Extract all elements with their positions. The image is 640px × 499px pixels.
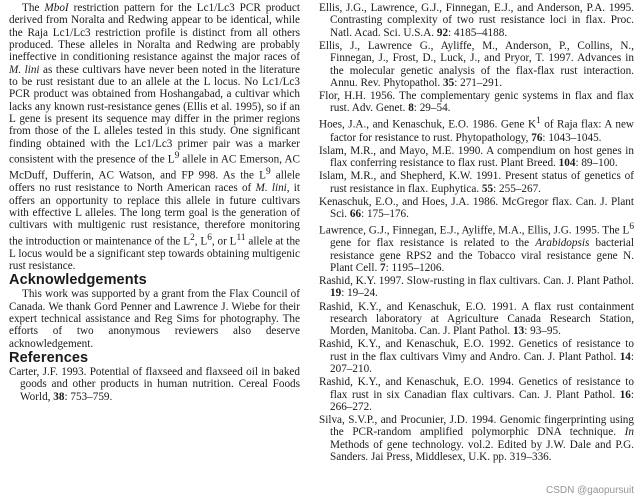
reference-entry	[319, 145, 634, 170]
text-run: , L	[194, 235, 208, 248]
volume-number: 16	[619, 388, 631, 401]
species-name: M. lini	[255, 182, 287, 195]
text-run: Islam, M.R., and Mayo, M.E. 1990. A compendium on host genes in flax conferring resistance to flax rust. Plant Breed.	[319, 144, 634, 170]
text-run: Ellis, J., Lawrence G., Ayliffe, M., Anderson, P., Collins, N., Finnegan, J., Frost, D., Luck, J., and Pryor, T. 1997. Advances in the molecular genetic analysis of the flax-flax rust interaction. Annu. Rev. Phytopathol.	[319, 39, 634, 89]
volume-number: 92	[436, 26, 449, 39]
genus-name: Arabidopsis	[535, 237, 590, 250]
reference-entry	[319, 338, 634, 375]
text-run: allele at the L locus would be a significant step towards obtaining multigenic rust resistance.	[9, 235, 300, 273]
text-run: Ellis, J.G., Lawrence, G.J., Finnegan, E.J., and Anderson, P.A. 1995. Contrasting complexity of two rust resistance loci in flax. Proc. Natl. Acad. Sci. U.S.A.	[319, 2, 634, 39]
text-run: Silva, S.V.P., and Procunier, J.D. 1994. Genomic fingerprinting using the PCR-random amplified polymorphic DNA technique.	[319, 414, 634, 439]
discussion-section	[9, 2, 300, 272]
reference-entry	[319, 196, 634, 221]
text-run: Hoes, J.A., and Kenaschuk, E.O. 1986. Gene K	[319, 119, 537, 132]
text-run: as these cultivars have never been noted in the literature to be rust resistant due to an allele at the L locus. No Lc1/Lc3 PCR product was obtained from Hoshangabad, a cultivar which lacks any known rust-resistance genes (Ellis et al. 1995), so if an L gene is present its sequence may differ in the primer regions from those of the L alleles tested in this study. One significant finding obtained with the Lc1/Lc3 primer pair was a marker consistent with the presence of the L	[9, 63, 300, 166]
volume-number: 14	[619, 350, 631, 363]
volume-number: 13	[513, 325, 525, 338]
text-run: bacterial resistance gene RPS2 and the Tobacco viral resistance gene N. Plant Cell.	[330, 237, 634, 274]
reference-entry	[319, 115, 634, 143]
volume-number: 66	[349, 208, 362, 221]
text-run: : 1043–1045.	[542, 131, 602, 144]
reference-entry	[319, 170, 634, 195]
acknowledgements-paragraph: This work was supported by a grant from the Flax Council of Canada. We thank Gord Penner and Lawrence J. Wiebe for their expert technical assistance and Reg Sims for photography. The efforts of two anonymous reviewers also deserve acknowledgement.	[9, 288, 300, 350]
allele-superscript: 6	[207, 232, 212, 243]
allele-superscript: 11	[236, 232, 246, 243]
text-run: : 19–24.	[341, 287, 378, 300]
text-run: allele in AC Emerson, AC McDuff, Dufferin, AC Watson, and FP 998. As the L	[9, 153, 300, 182]
allele-superscript: 2	[190, 232, 195, 243]
text-run: Rashid, K.Y., and Kenaschuk, E.O. 1991. A flax rust containment research laboratory at Agriculture Canada Research Station, Morden, Manitoba. Can. J. Plant Pathol.	[319, 300, 634, 338]
text-run: The	[22, 2, 45, 14]
volume-number: 76	[531, 131, 543, 144]
reference-entry	[319, 275, 634, 300]
text-run: : 266–272.	[330, 388, 634, 413]
reference-entry	[319, 301, 634, 338]
gene-superscript: 6	[629, 222, 634, 233]
enzyme-name: MboI	[44, 2, 69, 14]
text-run: : 255–267.	[493, 182, 541, 195]
allele-superscript: 9	[265, 167, 271, 178]
right-column	[319, 2, 634, 464]
text-run: Rashid, K.Y., and Kenaschuk, E.O. 1992. Genetics of resistance to rust in the flax cultivars Vimy and Andro. Can. J. Plant Pathol.	[319, 338, 634, 363]
watermark: CSDN @gaopursuit	[546, 485, 634, 496]
reference-entry	[319, 414, 634, 463]
volume-number: 55	[481, 182, 494, 195]
text-run: : 29–54.	[413, 102, 451, 115]
volume-number: 8	[408, 102, 414, 115]
text-run: : 271–291.	[454, 76, 503, 89]
reference-entry	[9, 366, 300, 403]
in-marker: In	[624, 426, 634, 439]
reference-entry	[319, 221, 634, 274]
text-run: Lawrence, G.J., Finnegan, E.J., Ayliffe, M.A., Ellis, J.G. 1995. The L	[319, 224, 630, 237]
text-run: allele offers no rust resistance to North American races of	[9, 169, 300, 195]
text-run: : 175–176.	[361, 208, 409, 221]
acknowledgements-heading: Acknowledgements	[9, 272, 147, 289]
text-run: , or L	[211, 235, 237, 248]
text-run: Islam, M.R., and Shepherd, K.W. 1991. Present status of genetics of rust resistance in flax. Euphytica.	[319, 170, 634, 195]
text-run: : 4185–4188.	[448, 26, 508, 39]
reference-entry	[319, 2, 634, 39]
text-run: : 753–759.	[64, 390, 113, 403]
text-run: : 207–210.	[330, 350, 634, 376]
text-run: gene for flax resistance is related to the	[330, 237, 536, 250]
text-run: : 1195–1206.	[385, 261, 445, 274]
volume-number: 19	[330, 287, 342, 300]
gene-superscript: 1	[536, 116, 541, 127]
acknowledgements-section	[9, 288, 300, 350]
text-run: of Raja flax: A new factor for resistance to rust. Phytopathology,	[330, 119, 634, 144]
text-run: Flor, H.H. 1956. The complementary genic systems in flax and flax rust. Adv. Genet.	[319, 90, 634, 115]
volume-number: 38	[53, 390, 65, 403]
volume-number: 7	[380, 261, 386, 274]
text-run: , it offers an opportunity to replace this allele in future cultivars with effective L alleles. The long term goal is the generation of cultivars with multigenic rust resistance, therefore monitoring the introduction or maintenance of the L	[9, 182, 301, 248]
reference-entry	[319, 90, 634, 115]
text-run: Methods of gene technology. vol.2. Edited by J.W. Dale and P.G. Sanders. Jai Press, Middlesex, U.K. pp. 319–336.	[330, 438, 634, 464]
reference-entry	[319, 376, 634, 413]
text-run: Kenaschuk, E.O., and Hoes, J.A. 1986. McGregor flax. Can. J. Plant Sci.	[319, 195, 634, 221]
species-name: M. lini	[9, 63, 40, 76]
text-run: Rashid, K.Y., and Kenaschuk, E.O. 1994. Genetics of resistance to flax rust in six Canadian flax cultivars. Can. J. Plant Pathol.	[319, 376, 634, 401]
text-run: Rashid, K.Y. 1997. Slow-rusting in flax cultivars. Can. J. Plant Pathol.	[319, 275, 634, 288]
reference-entry	[319, 40, 634, 89]
references-heading: References	[9, 350, 89, 367]
volume-number: 35	[443, 76, 455, 89]
text-run: : 89–100.	[575, 157, 618, 170]
volume-number: 104	[558, 157, 576, 170]
discussion-paragraph	[9, 2, 300, 272]
allele-superscript: 9	[174, 151, 180, 162]
text-run: Carter, J.F. 1993. Potential of flaxseed and flaxseed oil in baked goods and other products in human nutrition. Cereal Foods World,	[9, 366, 300, 403]
text-run: : 93–95.	[524, 325, 561, 338]
left-column	[9, 2, 300, 404]
text-run: restriction pattern for the Lc1/Lc3 PCR product derived from Noralta and Redwing appear to be identical, while the Raja Lc1/Lc3 restriction profile is distinct from all others produced. These alleles in Noralta and Redwing are probably ineffective in conditioning resistance against the major races of	[9, 2, 300, 64]
